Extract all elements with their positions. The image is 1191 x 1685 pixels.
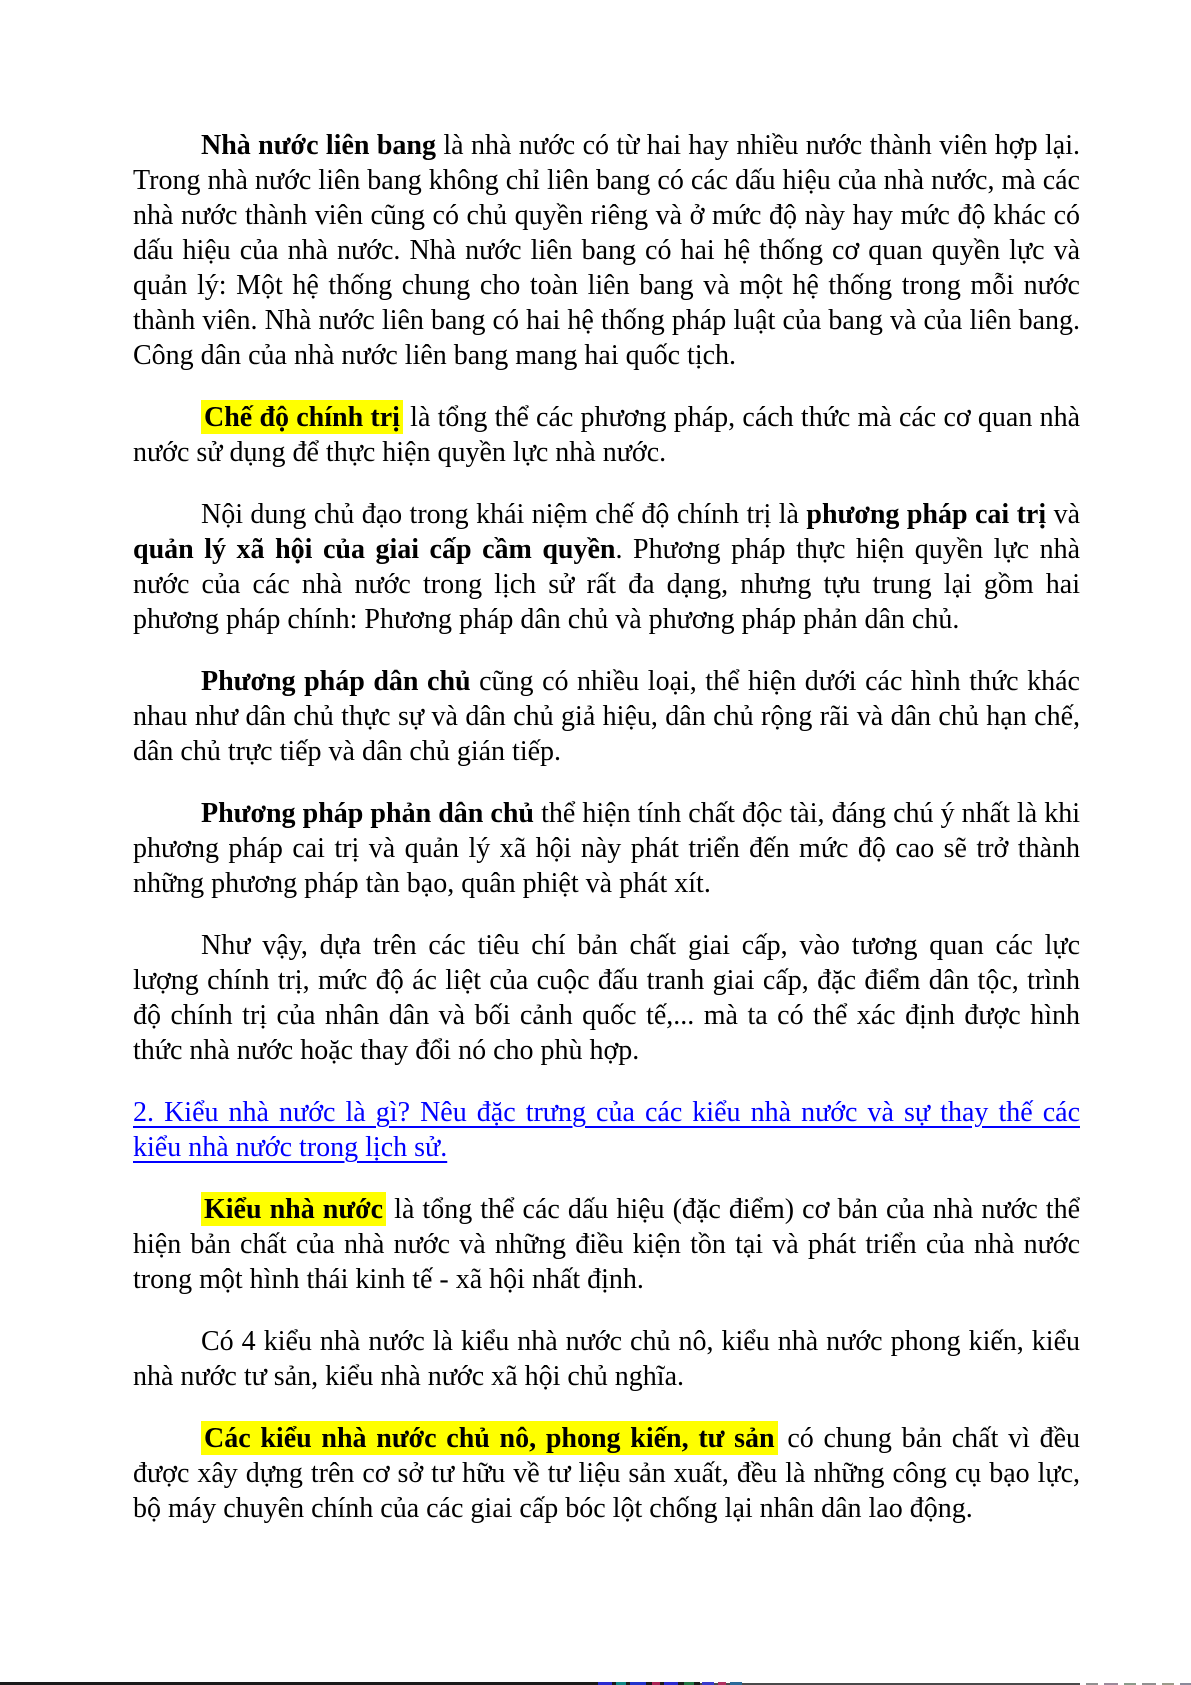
paragraph [133, 1192, 1080, 1297]
paragraph [133, 1324, 1080, 1394]
paragraph [133, 400, 1080, 470]
bold-term: Phương pháp dân chủ [201, 666, 471, 697]
page-bottom-cutoff [0, 1679, 1191, 1685]
body-text-run: là nhà nước có từ hai hay nhiều nước thành viên hợp lại. Trong nhà nước liên bang không chỉ liên bang có các dấu hiệu của nhà nước, mà các nhà nước thành viên cũng có chủ quyền riêng và ở mức độ này hay mức độ khác có dấu hiệu của nhà nước. Nhà nước liên bang có hai hệ thống cơ quan quyền lực và quản lý: Một hệ thống chung cho toàn liên bang và một hệ thống trong mỗi nước thành viên. Nhà nước liên bang có hai hệ thống pháp luật của bang và của liên bang. Công dân của nhà nước liên bang mang hai quốc tịch. [133, 130, 1080, 371]
paragraph [133, 928, 1080, 1068]
body-text-run: . Phương pháp thực hiện quyền lực nhà nước của các nhà nước trong lịch sử rất đa dạng, nhưng tựu trung lại gồm hai phương pháp chính: Phương pháp dân chủ và phương pháp phản dân chủ. [133, 534, 1081, 635]
paragraph [133, 1421, 1080, 1526]
paragraph [133, 796, 1080, 901]
highlighted-term: Kiểu nhà nước [201, 1192, 386, 1226]
body-text-run: thể hiện tính chất độc tài, đáng chú ý nhất là khi phương pháp cai trị và quản lý xã hội này phát triển đến mức độ cao sẽ trở thành những phương pháp tàn bạo, quân phiệt và phát xít. [133, 798, 1080, 899]
bold-term: phương pháp cai trị [806, 499, 1047, 530]
paragraph [133, 128, 1080, 373]
body-text-run: Như vậy, dựa trên các tiêu chí bản chất giai cấp, vào tương quan các lực lượng chính trị, mức độ ác liệt của cuộc đấu tranh giai cấp, đặc điểm dân tộc, trình độ chính trị của nhân dân và bối cảnh quốc tế,... mà ta có thể xác định được hình thức nhà nước hoặc thay đổi nó cho phù hợp. [133, 930, 1080, 1066]
body-text-run: có chung bản chất vì đều được xây dựng trên cơ sở tư hữu về tư liệu sản xuất, đều là những công cụ bạo lực, bộ máy chuyên chính của các giai cấp bóc lột chống lại nhân dân lao động. [133, 1423, 1081, 1524]
document-body [133, 128, 1080, 1553]
paragraph [133, 664, 1080, 769]
body-text-run: là tổng thể các phương pháp, cách thức mà các cơ quan nhà nước sử dụng để thực hiện quyền lực nhà nước. [133, 402, 1081, 468]
body-text-run: Nội dung chủ đạo trong khái niệm chế độ chính trị là [201, 499, 807, 530]
body-text-run: Có 4 kiểu nhà nước là kiểu nhà nước chủ nô, kiểu nhà nước phong kiến, kiểu nhà nước tư sản, kiểu nhà nước xã hội chủ nghĩa. [133, 1326, 1080, 1392]
body-text-run: cũng có nhiều loại, thể hiện dưới các hình thức khác nhau như dân chủ thực sự và dân chủ giả hiệu, dân chủ rộng rãi và dân chủ hạn chế, dân chủ trực tiếp và dân chủ gián tiếp. [133, 666, 1080, 767]
paragraph [133, 497, 1080, 637]
highlighted-term: Các kiểu nhà nước chủ nô, phong kiến, tư sản [201, 1421, 778, 1455]
highlighted-term: Chế độ chính trị [201, 400, 403, 434]
bold-term: quản lý xã hội của giai cấp cầm quyền [133, 534, 616, 565]
heading-text: 2. Kiểu nhà nước là gì? Nêu đặc trưng của các kiểu nhà nước và sự thay thế các kiểu nhà nước trong lịch sử. [133, 1097, 1080, 1163]
bold-term: Nhà nước liên bang [201, 130, 436, 161]
bold-term: Phương pháp phản dân chủ [201, 798, 535, 829]
body-text-run: là tổng thể các dấu hiệu (đặc điểm) cơ bản của nhà nước thể hiện bản chất của nhà nước và những điều kiện tồn tại và phát triển của nhà nước trong một hình thái kinh tế - xã hội nhất định. [133, 1194, 1080, 1295]
body-text-run: và [1046, 499, 1080, 530]
section-heading [133, 1095, 1080, 1165]
